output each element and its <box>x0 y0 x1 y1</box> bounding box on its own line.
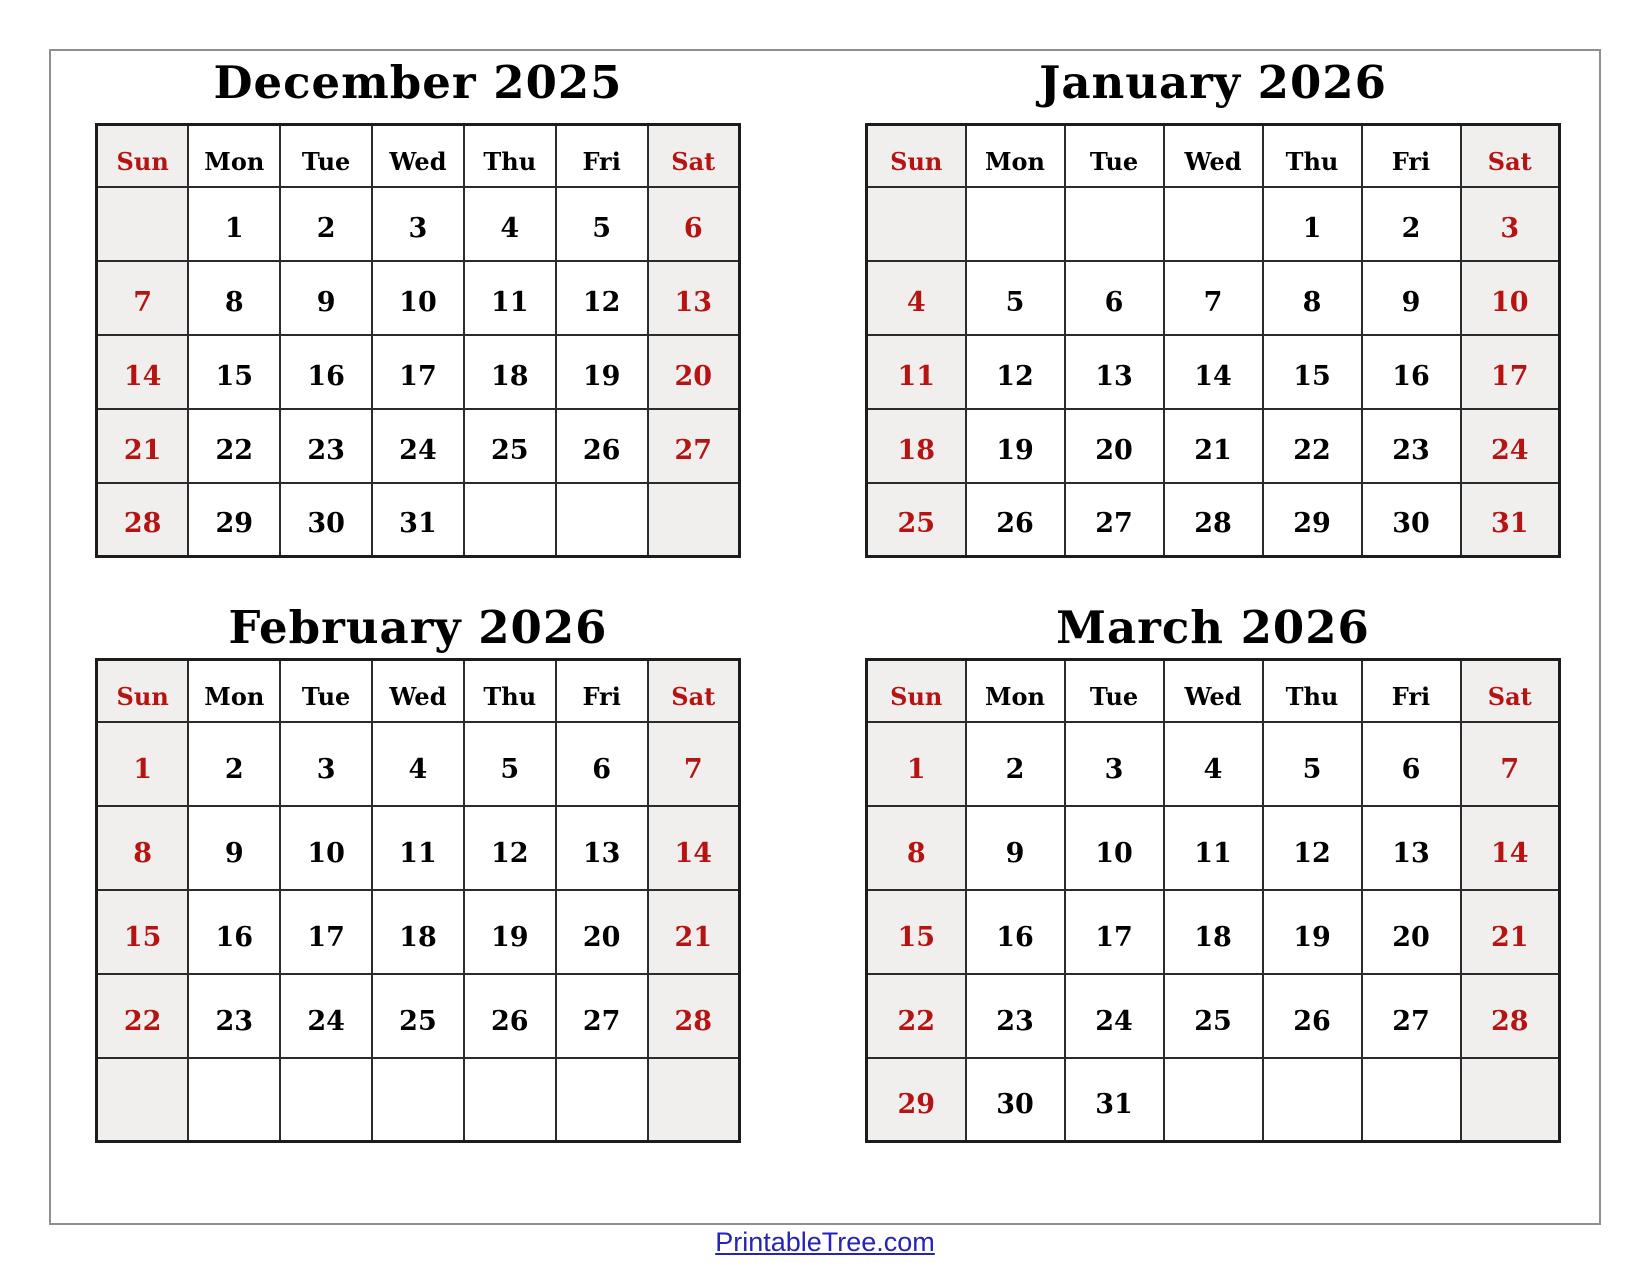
day-cell: 6 <box>648 187 740 261</box>
day-cell: 5 <box>966 261 1065 335</box>
day-cell: 19 <box>1263 890 1362 974</box>
day-cell: 7 <box>1461 722 1560 806</box>
day-cell: 23 <box>188 974 280 1058</box>
empty-day-cell <box>648 1058 740 1142</box>
day-cell: 6 <box>1065 261 1164 335</box>
weekday-header: Mon <box>188 125 280 187</box>
empty-day-cell <box>464 483 556 557</box>
day-cell: 26 <box>556 409 648 483</box>
week-row <box>97 806 740 890</box>
day-cell: 14 <box>1164 335 1263 409</box>
day-cell: 22 <box>867 974 966 1058</box>
day-cell: 18 <box>464 335 556 409</box>
weekday-header: Sun <box>97 125 189 187</box>
day-cell: 16 <box>966 890 1065 974</box>
day-cell: 26 <box>966 483 1065 557</box>
empty-day-cell <box>966 187 1065 261</box>
day-cell: 2 <box>1362 187 1461 261</box>
weekday-header: Sat <box>648 660 740 722</box>
day-cell: 11 <box>867 335 966 409</box>
day-cell: 13 <box>556 806 648 890</box>
day-cell: 31 <box>1461 483 1560 557</box>
day-cell: 15 <box>188 335 280 409</box>
weekday-header: Tue <box>1065 125 1164 187</box>
empty-day-cell <box>280 1058 372 1142</box>
week-row <box>97 409 740 483</box>
day-cell: 26 <box>1263 974 1362 1058</box>
day-cell: 21 <box>1164 409 1263 483</box>
month-title: December 2025 <box>213 56 623 109</box>
day-cell: 9 <box>966 806 1065 890</box>
day-cell: 25 <box>372 974 464 1058</box>
weekday-header: Wed <box>1164 660 1263 722</box>
day-cell: 3 <box>1065 722 1164 806</box>
day-cell: 6 <box>556 722 648 806</box>
day-cell: 25 <box>1164 974 1263 1058</box>
weekday-header: Wed <box>372 125 464 187</box>
day-cell: 28 <box>1164 483 1263 557</box>
day-cell: 18 <box>867 409 966 483</box>
week-row <box>97 1058 740 1142</box>
day-cell: 8 <box>1263 261 1362 335</box>
day-cell: 25 <box>464 409 556 483</box>
week-row <box>867 1058 1560 1142</box>
weekday-header: Mon <box>966 125 1065 187</box>
calendar-table <box>865 123 1561 558</box>
weekday-header: Tue <box>280 660 372 722</box>
day-cell: 16 <box>280 335 372 409</box>
day-cell: 10 <box>1461 261 1560 335</box>
empty-day-cell <box>1164 187 1263 261</box>
day-cell: 22 <box>97 974 189 1058</box>
day-cell: 20 <box>1065 409 1164 483</box>
week-row <box>97 974 740 1058</box>
empty-day-cell <box>1362 1058 1461 1142</box>
day-cell: 15 <box>97 890 189 974</box>
empty-day-cell <box>648 483 740 557</box>
day-cell: 18 <box>1164 890 1263 974</box>
empty-day-cell <box>372 1058 464 1142</box>
weekday-header: Fri <box>1362 125 1461 187</box>
day-cell: 7 <box>97 261 189 335</box>
day-cell: 20 <box>648 335 740 409</box>
day-cell: 23 <box>966 974 1065 1058</box>
day-cell: 2 <box>188 722 280 806</box>
day-cell: 26 <box>464 974 556 1058</box>
week-row <box>867 409 1560 483</box>
calendar-table <box>95 123 741 558</box>
weekday-header: Sun <box>867 125 966 187</box>
day-cell: 13 <box>1362 806 1461 890</box>
empty-day-cell <box>1164 1058 1263 1142</box>
empty-day-cell <box>1461 1058 1560 1142</box>
day-cell: 8 <box>97 806 189 890</box>
weekday-header: Thu <box>464 660 556 722</box>
week-row <box>97 335 740 409</box>
day-cell: 30 <box>966 1058 1065 1142</box>
day-cell: 24 <box>372 409 464 483</box>
week-row <box>97 890 740 974</box>
day-cell: 7 <box>648 722 740 806</box>
empty-day-cell <box>97 1058 189 1142</box>
day-cell: 17 <box>1461 335 1560 409</box>
empty-day-cell <box>188 1058 280 1142</box>
day-cell: 11 <box>372 806 464 890</box>
weekday-header: Tue <box>280 125 372 187</box>
day-cell: 4 <box>464 187 556 261</box>
day-cell: 14 <box>1461 806 1560 890</box>
day-cell: 10 <box>372 261 464 335</box>
month-february-2026 <box>95 600 741 1143</box>
day-cell: 3 <box>280 722 372 806</box>
weekday-header: Fri <box>556 125 648 187</box>
footer <box>0 1227 1650 1258</box>
day-cell: 22 <box>1263 409 1362 483</box>
weekday-header: Mon <box>966 660 1065 722</box>
day-cell: 28 <box>1461 974 1560 1058</box>
day-cell: 24 <box>1461 409 1560 483</box>
weekday-header: Thu <box>1263 660 1362 722</box>
empty-day-cell <box>1263 1058 1362 1142</box>
week-row <box>867 335 1560 409</box>
day-cell: 5 <box>556 187 648 261</box>
weekday-header: Wed <box>372 660 464 722</box>
day-cell: 28 <box>97 483 189 557</box>
week-row <box>867 187 1560 261</box>
weekday-header-row <box>867 125 1560 187</box>
day-cell: 15 <box>867 890 966 974</box>
day-cell: 13 <box>1065 335 1164 409</box>
day-cell: 18 <box>372 890 464 974</box>
day-cell: 24 <box>1065 974 1164 1058</box>
day-cell: 31 <box>372 483 464 557</box>
weekday-header: Thu <box>1263 125 1362 187</box>
weekday-header: Fri <box>556 660 648 722</box>
day-cell: 14 <box>97 335 189 409</box>
day-cell: 22 <box>188 409 280 483</box>
day-cell: 27 <box>648 409 740 483</box>
day-cell: 8 <box>867 806 966 890</box>
weekday-header: Fri <box>1362 660 1461 722</box>
day-cell: 16 <box>1362 335 1461 409</box>
weekday-header-row <box>97 660 740 722</box>
day-cell: 1 <box>867 722 966 806</box>
day-cell: 3 <box>1461 187 1560 261</box>
day-cell: 9 <box>188 806 280 890</box>
month-december-2025 <box>95 55 741 558</box>
day-cell: 27 <box>1362 974 1461 1058</box>
calendar-table <box>865 658 1561 1143</box>
empty-day-cell <box>867 187 966 261</box>
month-january-2026 <box>865 55 1561 558</box>
week-row <box>867 722 1560 806</box>
weekday-header: Tue <box>1065 660 1164 722</box>
calendar-table <box>95 658 741 1143</box>
day-cell: 16 <box>188 890 280 974</box>
week-row <box>867 261 1560 335</box>
day-cell: 1 <box>1263 187 1362 261</box>
day-cell: 30 <box>280 483 372 557</box>
day-cell: 25 <box>867 483 966 557</box>
footer-link[interactable]: PrintableTree.com <box>715 1227 935 1257</box>
day-cell: 1 <box>97 722 189 806</box>
weekday-header: Thu <box>464 125 556 187</box>
week-row <box>97 261 740 335</box>
day-cell: 7 <box>1164 261 1263 335</box>
day-cell: 11 <box>1164 806 1263 890</box>
weekday-header: Sat <box>1461 660 1560 722</box>
day-cell: 15 <box>1263 335 1362 409</box>
day-cell: 6 <box>1362 722 1461 806</box>
day-cell: 21 <box>1461 890 1560 974</box>
day-cell: 29 <box>1263 483 1362 557</box>
day-cell: 21 <box>97 409 189 483</box>
day-cell: 12 <box>966 335 1065 409</box>
month-title: March 2026 <box>1056 601 1370 654</box>
day-cell: 4 <box>1164 722 1263 806</box>
week-row <box>97 187 740 261</box>
week-row <box>867 483 1560 557</box>
day-cell: 4 <box>372 722 464 806</box>
day-cell: 14 <box>648 806 740 890</box>
day-cell: 4 <box>867 261 966 335</box>
day-cell: 12 <box>556 261 648 335</box>
month-title: January 2026 <box>1039 56 1387 109</box>
day-cell: 29 <box>867 1058 966 1142</box>
day-cell: 19 <box>966 409 1065 483</box>
weekday-header: Mon <box>188 660 280 722</box>
day-cell: 19 <box>464 890 556 974</box>
month-title: February 2026 <box>228 601 608 654</box>
empty-day-cell <box>556 483 648 557</box>
weekday-header: Wed <box>1164 125 1263 187</box>
day-cell: 1 <box>188 187 280 261</box>
day-cell: 10 <box>280 806 372 890</box>
day-cell: 12 <box>464 806 556 890</box>
empty-day-cell <box>97 187 189 261</box>
weekday-header: Sat <box>648 125 740 187</box>
day-cell: 21 <box>648 890 740 974</box>
month-march-2026 <box>865 600 1561 1143</box>
day-cell: 9 <box>1362 261 1461 335</box>
weekday-header: Sun <box>867 660 966 722</box>
day-cell: 27 <box>1065 483 1164 557</box>
day-cell: 28 <box>648 974 740 1058</box>
empty-day-cell <box>464 1058 556 1142</box>
weekday-header: Sat <box>1461 125 1560 187</box>
day-cell: 30 <box>1362 483 1461 557</box>
day-cell: 9 <box>280 261 372 335</box>
week-row <box>867 890 1560 974</box>
weekday-header-row <box>867 660 1560 722</box>
day-cell: 11 <box>464 261 556 335</box>
day-cell: 23 <box>280 409 372 483</box>
day-cell: 17 <box>280 890 372 974</box>
empty-day-cell <box>556 1058 648 1142</box>
empty-day-cell <box>1065 187 1164 261</box>
day-cell: 10 <box>1065 806 1164 890</box>
weekday-header-row <box>97 125 740 187</box>
day-cell: 3 <box>372 187 464 261</box>
day-cell: 8 <box>188 261 280 335</box>
day-cell: 13 <box>648 261 740 335</box>
day-cell: 5 <box>464 722 556 806</box>
week-row <box>867 974 1560 1058</box>
day-cell: 17 <box>372 335 464 409</box>
day-cell: 24 <box>280 974 372 1058</box>
day-cell: 20 <box>556 890 648 974</box>
day-cell: 23 <box>1362 409 1461 483</box>
day-cell: 2 <box>280 187 372 261</box>
day-cell: 2 <box>966 722 1065 806</box>
day-cell: 29 <box>188 483 280 557</box>
weekday-header: Sun <box>97 660 189 722</box>
week-row <box>97 722 740 806</box>
week-row <box>867 806 1560 890</box>
day-cell: 27 <box>556 974 648 1058</box>
day-cell: 12 <box>1263 806 1362 890</box>
day-cell: 31 <box>1065 1058 1164 1142</box>
day-cell: 19 <box>556 335 648 409</box>
day-cell: 20 <box>1362 890 1461 974</box>
day-cell: 17 <box>1065 890 1164 974</box>
week-row <box>97 483 740 557</box>
day-cell: 5 <box>1263 722 1362 806</box>
